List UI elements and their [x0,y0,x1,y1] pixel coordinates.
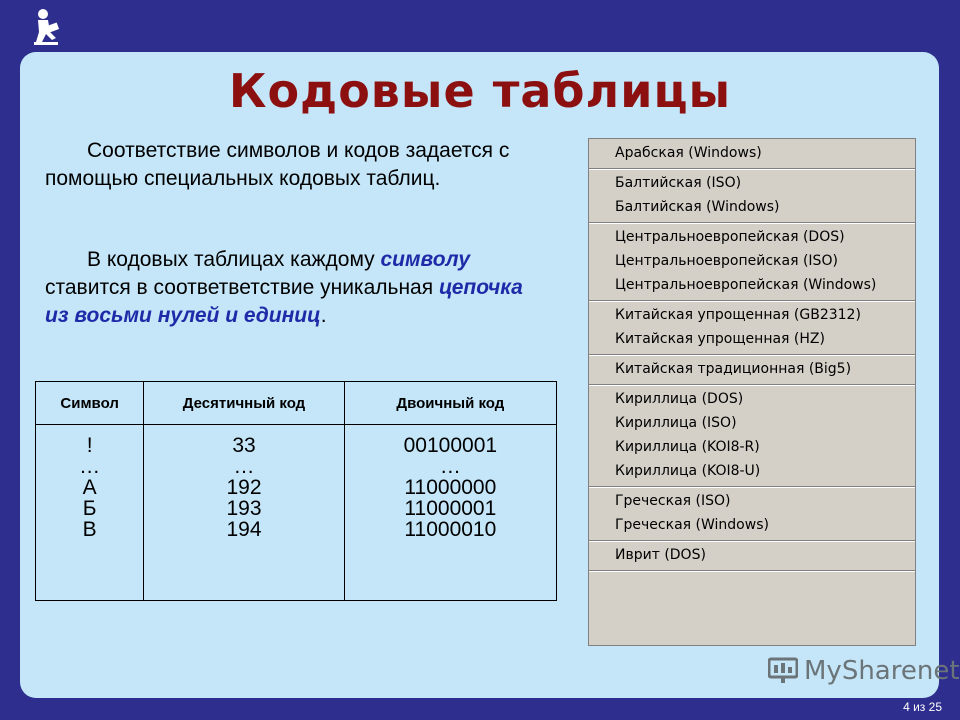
definition-text-2: ставится в соответветствие уникальная [45,276,439,299]
encoding-group [589,541,915,571]
encoding-item: Кириллица (KOI8-R) [615,439,760,455]
intro-text: Соответствие символов и кодов задается с помощью специальных кодовых таблиц. [45,139,510,190]
definition-paragraph [45,246,545,330]
symbol-value: Б [82,497,97,520]
watermark-text: MySharenet [804,656,960,686]
decimal-column [144,425,344,601]
binary-value: 11000000 [404,476,497,499]
encoding-item: Арабская (Windows) [615,145,762,161]
encoding-item: Кириллица (KOI8-U) [615,463,761,479]
binary-value: 00100001 [403,434,498,457]
encoding-item: Центральноевропейская (DOS) [615,229,845,245]
header-decimal: Десятичный код [144,382,344,425]
encoding-item: Балтийская (ISO) [615,175,742,191]
decimal-value: 33 [232,434,256,457]
encoding-item: Центральноевропейская (ISO) [615,253,838,269]
intro-paragraph [45,137,545,193]
encoding-group [589,385,915,487]
encoding-group [589,301,915,355]
encoding-item: Греческая (ISO) [615,493,731,509]
encoding-item: Китайская традиционная (Big5) [615,361,852,377]
decimal-value: 192 [226,476,262,499]
slide-title: Кодовые таблицы [228,64,732,118]
encoding-item: Кириллица (ISO) [615,415,737,431]
encoding-group [589,169,915,223]
symbol-value: В [82,518,97,541]
encoding-item: Греческая (Windows) [615,517,769,533]
page-indicator: 4 из 25 [903,700,942,714]
encoding-menu-screenshot [588,138,916,646]
header-symbol: Символ [36,382,144,425]
reading-person-logo-icon [28,8,64,48]
encoding-item: Китайская упрощенная (GB2312) [615,307,861,323]
symbol-column [36,425,144,601]
encoding-item: Китайская упрощенная (HZ) [615,331,825,347]
encoding-item: Центральноевропейская (Windows) [615,277,877,293]
encoding-group [589,355,915,385]
symbol-value: … [79,455,101,478]
symbol-value: А [82,476,97,499]
symbol-value: ! [86,434,93,457]
definition-text-1: В кодовых таблицах каждому [87,248,381,271]
code-table-row [36,425,557,601]
encoding-item: Иврит (DOS) [615,547,706,563]
emphasis-symbol: символу [380,248,470,271]
code-table [35,381,557,601]
binary-value: … [439,455,461,478]
definition-text-3: . [320,304,327,327]
binary-value: 11000010 [404,518,497,541]
encoding-group [589,487,915,541]
encoding-item: Кириллица (DOS) [615,391,744,407]
encoding-group [589,223,915,301]
encoding-item: Балтийская (Windows) [615,199,780,215]
binary-value: 11000001 [404,497,497,520]
decimal-value: … [233,455,255,478]
code-table-header-row [36,382,557,425]
header-binary: Двоичный код [344,382,556,425]
decimal-value: 194 [226,518,262,541]
presentation-screen-icon [768,657,798,685]
decimal-value: 193 [226,497,262,520]
emphasis-bit-chain: цепочка из восьми нулей и единиц [45,276,523,327]
encoding-group [589,139,915,169]
binary-column [344,425,556,601]
